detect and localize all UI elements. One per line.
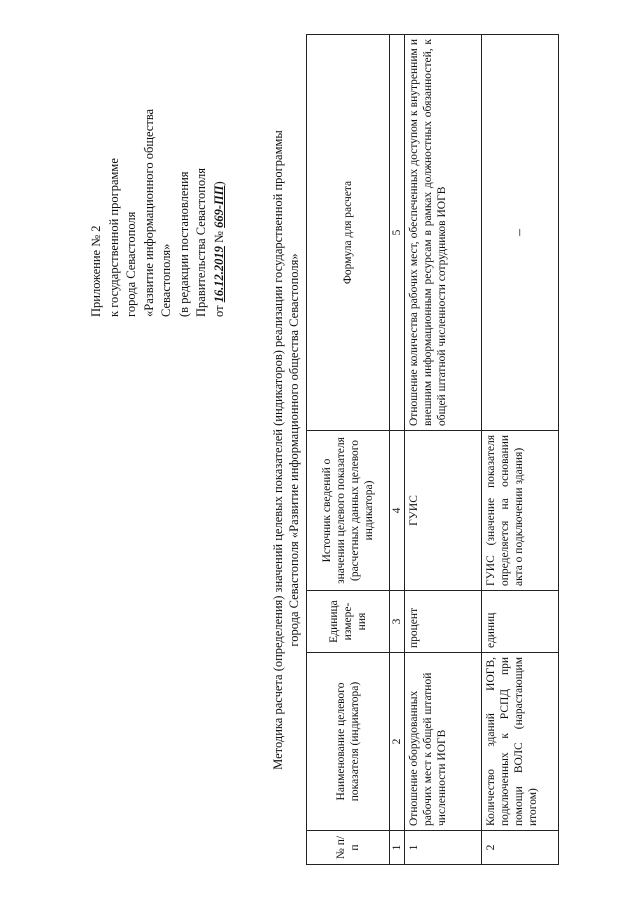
row-number: 2 — [482, 831, 559, 865]
indicator-formula: Отношение количества рабочих мест, обеспеченных доступом к внутренним и внешним информационным ресурсам в рамках должностных обязанностей, к общей штатной численности сотрудников ИОГВ — [405, 35, 482, 431]
title-line-1: Методика расчета (определения) значений целевых показателей (индикаторов) реализации государственной программы — [271, 130, 285, 770]
column-number-row — [390, 35, 405, 865]
indicator-unit: процент — [405, 591, 482, 653]
appendix-line: Правительства Севастополя — [194, 168, 208, 317]
number-prefix: № — [211, 231, 226, 243]
appendix-line: «Развитие информационного общества — [141, 108, 156, 317]
indicator-unit: единиц — [482, 591, 559, 653]
title-line-2: города Севастополя «Развитие информационного общества Севастополя» — [287, 253, 301, 647]
header-indicator-name: Наименование целевого показателя (индикатора) — [307, 653, 390, 831]
resolution-number: 669-ПП — [211, 185, 226, 228]
appendix-line: Приложение № 2 — [89, 225, 103, 317]
document-title — [270, 35, 302, 865]
appendix-line: Севастополя» — [159, 243, 173, 317]
indicator-name: Количество зданий ИОГВ, подключенных к РСПД при помощи ВОЛС (нарастающим итогом) — [482, 653, 559, 831]
table-header-row — [307, 35, 390, 865]
table-row — [405, 35, 482, 865]
appendix-date-line: от 16.12.2019 № 669-ПП) — [211, 181, 226, 317]
methodology-table — [306, 34, 559, 865]
column-number: 3 — [390, 591, 405, 653]
header-number: № п/п — [307, 831, 390, 865]
resolution-date: 16.12.2019 — [211, 246, 226, 303]
header-source: Источник сведений о значении целевого показателя (расчетных данных целевого индикатора) — [307, 431, 390, 591]
column-number: 5 — [390, 35, 405, 431]
row-number: 1 — [405, 831, 482, 865]
header-unit: Единица измере-ния — [307, 591, 390, 653]
indicator-formula: – — [482, 35, 559, 431]
column-number: 4 — [390, 431, 405, 591]
column-number: 2 — [390, 653, 405, 831]
appendix-header — [88, 47, 228, 317]
header-formula: Формула для расчета — [307, 35, 390, 431]
appendix-line: города Севастополя — [124, 211, 138, 317]
date-prefix: от — [211, 305, 226, 317]
indicator-name: Отношение оборудованных рабочих мест к общей штатной численности ИОГВ — [405, 653, 482, 831]
column-number: 1 — [390, 831, 405, 865]
table-row — [482, 35, 559, 865]
appendix-line: (в редакции постановления — [176, 171, 191, 317]
indicator-source: ГУИС (значение показателя определяется на основании акта о подключении здания) — [482, 431, 559, 591]
indicator-source: ГУИС — [405, 431, 482, 591]
appendix-line: к государственной программе — [106, 158, 121, 317]
